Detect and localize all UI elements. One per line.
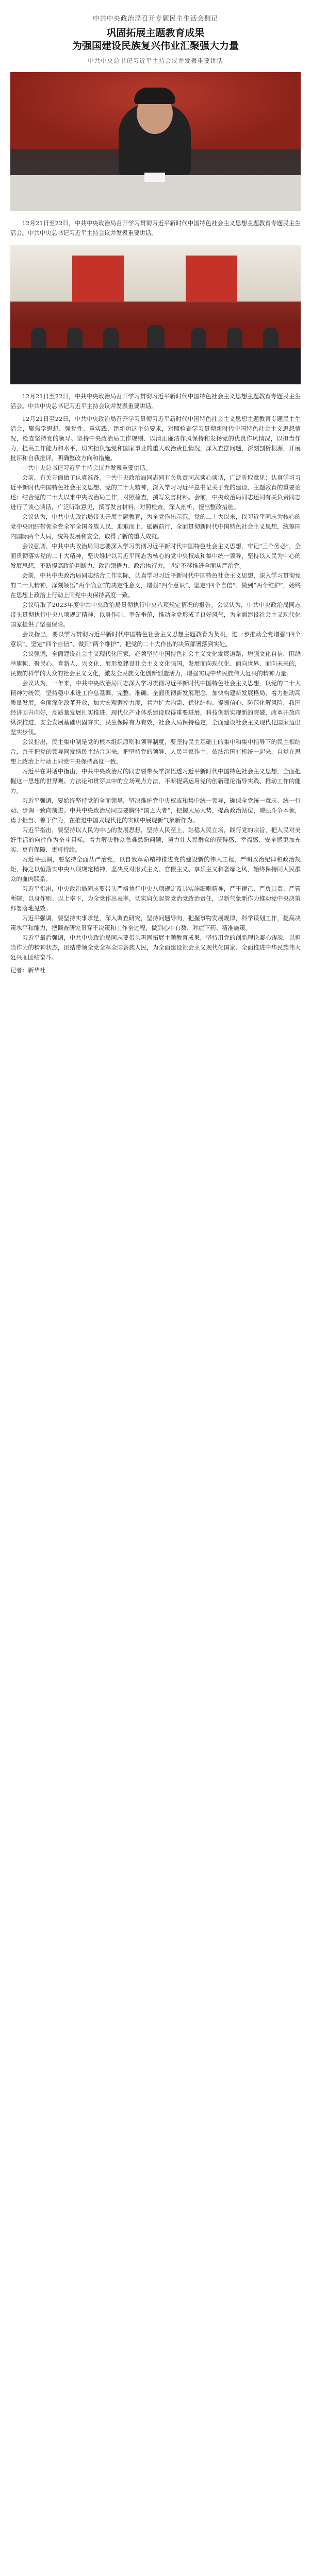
body-paragraph: 中共中央总书记习近平主持会议并发表重要讲话。 xyxy=(22,464,152,471)
photo-caption-2: 12月21日至22日，中共中央政治局召开学习贯彻习近平新时代中国特色社会主义思想主题教育专题民主生活会。中共中央总书记习近平主持会议并发表重要讲话。 xyxy=(10,393,301,410)
body-paragraph: 会议指出，要以学习贯彻习近平新时代中国特色社会主义思想主题教育为契机，进一步推动全党增强“四个意识”、坚定“四个自信”、做到“两个维护”，把党的二十大作出的决策部署落到实处。 xyxy=(10,631,301,648)
article-subtitle: 中共中央总书记习近平主持会议并发表重要讲话 xyxy=(88,57,223,64)
body-paragraph: 习近平强调，要始终坚持党的全面领导，坚决维护党中央权威和集中统一领导，确保全党统一意志、统一行动、步调一致向前进。中共中央政治局同志要胸怀“国之大者”，把握大局大势，提高政治站位，增强斗争本领，勇于担当、善于作为，在推进中国式现代化的实践中展现新气象新作为。 xyxy=(10,797,301,824)
article-header xyxy=(0,0,311,65)
body-paragraph: 习近平最后强调，中共中央政治局同志要带头巩固拓展主题教育成果，坚持用党的创新理论凝心铸魂，以担当作为的精神状态，团结带领全党全军全国各族人民，为全面建设社会主义现代化国家、全面推进中华民族伟大复兴而团结奋斗。 xyxy=(10,934,301,961)
article-byline: 记者：新华社 xyxy=(10,967,46,974)
body-paragraph: 会议听取了2023年度中共中央政治局贯彻执行中央八项规定情况的报告。会议认为，中共中央政治局同志带头贯彻执行中央八项规定精神，以身作则、率先垂范，推动全党形成了良好风气，为全面建设社会主义现代化国家提供了坚强保障。 xyxy=(10,601,301,628)
body-paragraph: 会议强调，中共中央政治局同志要深入学习贯彻习近平新时代中国特色社会主义思想，牢记“三个务必”，全面贯彻落实党的二十大精神，坚决维护以习近平同志为核心的党中央权威和集中统一领导，坚持以人民为中心的发展思想，不断提高政治判断力、政治领悟力、政治执行力，坚定不移推进全面从严治党。 xyxy=(10,543,301,569)
article-kicker: 中共中央政治局召开专题民主生活会侧记 xyxy=(92,14,218,22)
body-paragraph: 习近平指出，要坚持以人民为中心的发展思想，坚持人民至上，站稳人民立场，践行党的宗旨，把人民对美好生活的向往作为奋斗目标，着力解决群众急难愁盼问题，努力让人民群众的获得感、幸福感、安全感更加充实、更有保障、更可持续。 xyxy=(10,826,301,853)
body-paragraph: 12月21日至22日，中共中央政治局召开学习贯彻习近平新时代中国特色社会主义思想主题教育专题民主生活会，聚焦学思想、强党性、重实践、建新功这个总要求，对照检查学习贯彻新时代中国特色社会主义思想情况，检查坚持党的领导、坚持中央政治局工作规则、以清正廉洁作风保持和发扬党的优良作风情况，以担当作为，提高工作能力和水平，切实担负起党和国家事业的重大政治责任情况，深入查摆问题，深刻剖析根源，开展批评和自我批评，明确整改方向和措施。 xyxy=(10,415,301,462)
title-line-2: 为强国建设民族复兴伟业汇聚强大力量 xyxy=(72,40,239,52)
article-title xyxy=(0,27,311,53)
body-paragraph: 会议认为，中共中央政治局带头开展主题教育，为全党作出示范。党的二十大以来，以习近平同志为核心的党中央团结带领全党全军全国各族人民，迎难而上、砥砺前行，全面贯彻新时代中国特色社会主义思想，统筹国内国际两个大局，统筹发展和安全，取得了新的重大成就。 xyxy=(10,513,301,540)
body-paragraph: 会前，中共中央政治局同志结合工作实际，认真学习习近平新时代中国特色社会主义思想，深入学习贯彻党的二十大精神，深刻领悟“两个确立”的决定性意义，增强“四个意识”、坚定“四个自信”、做到“两个维护”，始终在思想上政治上行动上同党中央保持高度一致。 xyxy=(10,572,301,599)
article-body xyxy=(0,414,311,975)
news-photo-1 xyxy=(10,72,301,211)
body-paragraph: 习近平强调，要坚持实事求是，深入调查研究，坚持问题导向，把握事物发展规律，科学谋划工作，提高决策水平和能力，把调查研究贯穿于决策和工作全过程，做到心中有数、对症下药、精准施策。 xyxy=(10,914,301,931)
body-paragraph: 习近平指出，中央政治局同志要带头严格执行中央八项规定及其实施细则精神，严于律己、严负其责、严管所辖，以身作则、以上率下，为全党作出表率，切实肩负起管党治党政治责任，以新气象新作为推动党中央决策部署落地见效。 xyxy=(10,885,301,912)
body-paragraph: 会前，有关方面做了认真准备。中共中央政治局同志同有关负责同志谈心谈话，广泛听取意见；认真学习习近平新时代中国特色社会主义思想、党的二十大精神，深入学习习近平总书记关于党的建设、主题教育的重要论述；结合党的二十大以来中央政治局工作，对照检查，撰写发言材料。会前，中央政治局同志还同有关负责同志进行了谈心谈话，广泛听取意见，撰写发言材料，对照检查，深入剖析，提出整改措施。 xyxy=(10,474,301,511)
body-paragraph: 会议指出，民主集中制是党的根本组织原则和领导制度，要坚持民主基础上的集中和集中指导下的民主相结合，善于把党的领导同发扬民主结合起来，把坚持党的领导、人民当家作主、依法治国有机统一起来，自觉在思想上政治上行动上同党中央保持高度一致。 xyxy=(10,738,301,765)
title-line-1: 巩固拓展主题教育成果 xyxy=(106,27,205,39)
body-paragraph: 习近平强调，要坚持全面从严治党，以自我革命精神推进党的建设新的伟大工程，严明政治纪律和政治规矩，持之以恒落实中央八项规定精神，坚决反对形式主义、官僚主义、享乐主义和奢靡之风，始终保持同人民群众的血肉联系。 xyxy=(10,856,301,883)
photo-caption-1: 12月21日至22日，中共中央政治局召开学习贯彻习近平新时代中国特色社会主义思想主题教育专题民主生活会。中共中央总书记习近平主持会议并发表重要讲话。 xyxy=(10,219,301,236)
body-paragraph: 会议强调，全面建设社会主义现代化国家，必须坚持中国特色社会主义文化发展道路，增强文化自信，围绕举旗帜、聚民心、育新人、兴文化、展形象建设社会主义文化强国，发展面向现代化、面向世界、面向未来的，民族的科学的大众的社会主义文化，激发全民族文化创新创造活力，增强实现中华民族伟大复兴的精神力量。 xyxy=(10,650,301,677)
news-photo-2 xyxy=(10,245,301,384)
body-paragraph: 习近平在讲话中指出，中共中央政治局的同志要带头学深悟透习近平新时代中国特色社会主义思想，全面把握这一思想的世界观、方法论和贯穿其中的立场观点方法，不断提高运用党的创新理论指导实践、推动工作的能力。 xyxy=(10,768,301,794)
body-paragraph: 会议认为，一年来，中共中央政治局同志深入学习贯彻习近平新时代中国特色社会主义思想，以党的二十大精神为统领，坚持稳中求进工作总基调，完整、准确、全面贯彻新发展理念，加快构建新发展格局，着力推动高质量发展，全面深化改革开放，加大宏观调控力度，着力扩大内需、优化结构、提振信心、防范化解风险，我国经济回升向好，高质量发展扎实推进，现代化产业体系建设取得重要进展，科技创新实现新的突破，改革开放向纵深推进，安全发展基础巩固夯实，民生保障有力有效，社会大局保持稳定，全面建设社会主义现代化国家迈出坚实步伐。 xyxy=(10,680,301,736)
